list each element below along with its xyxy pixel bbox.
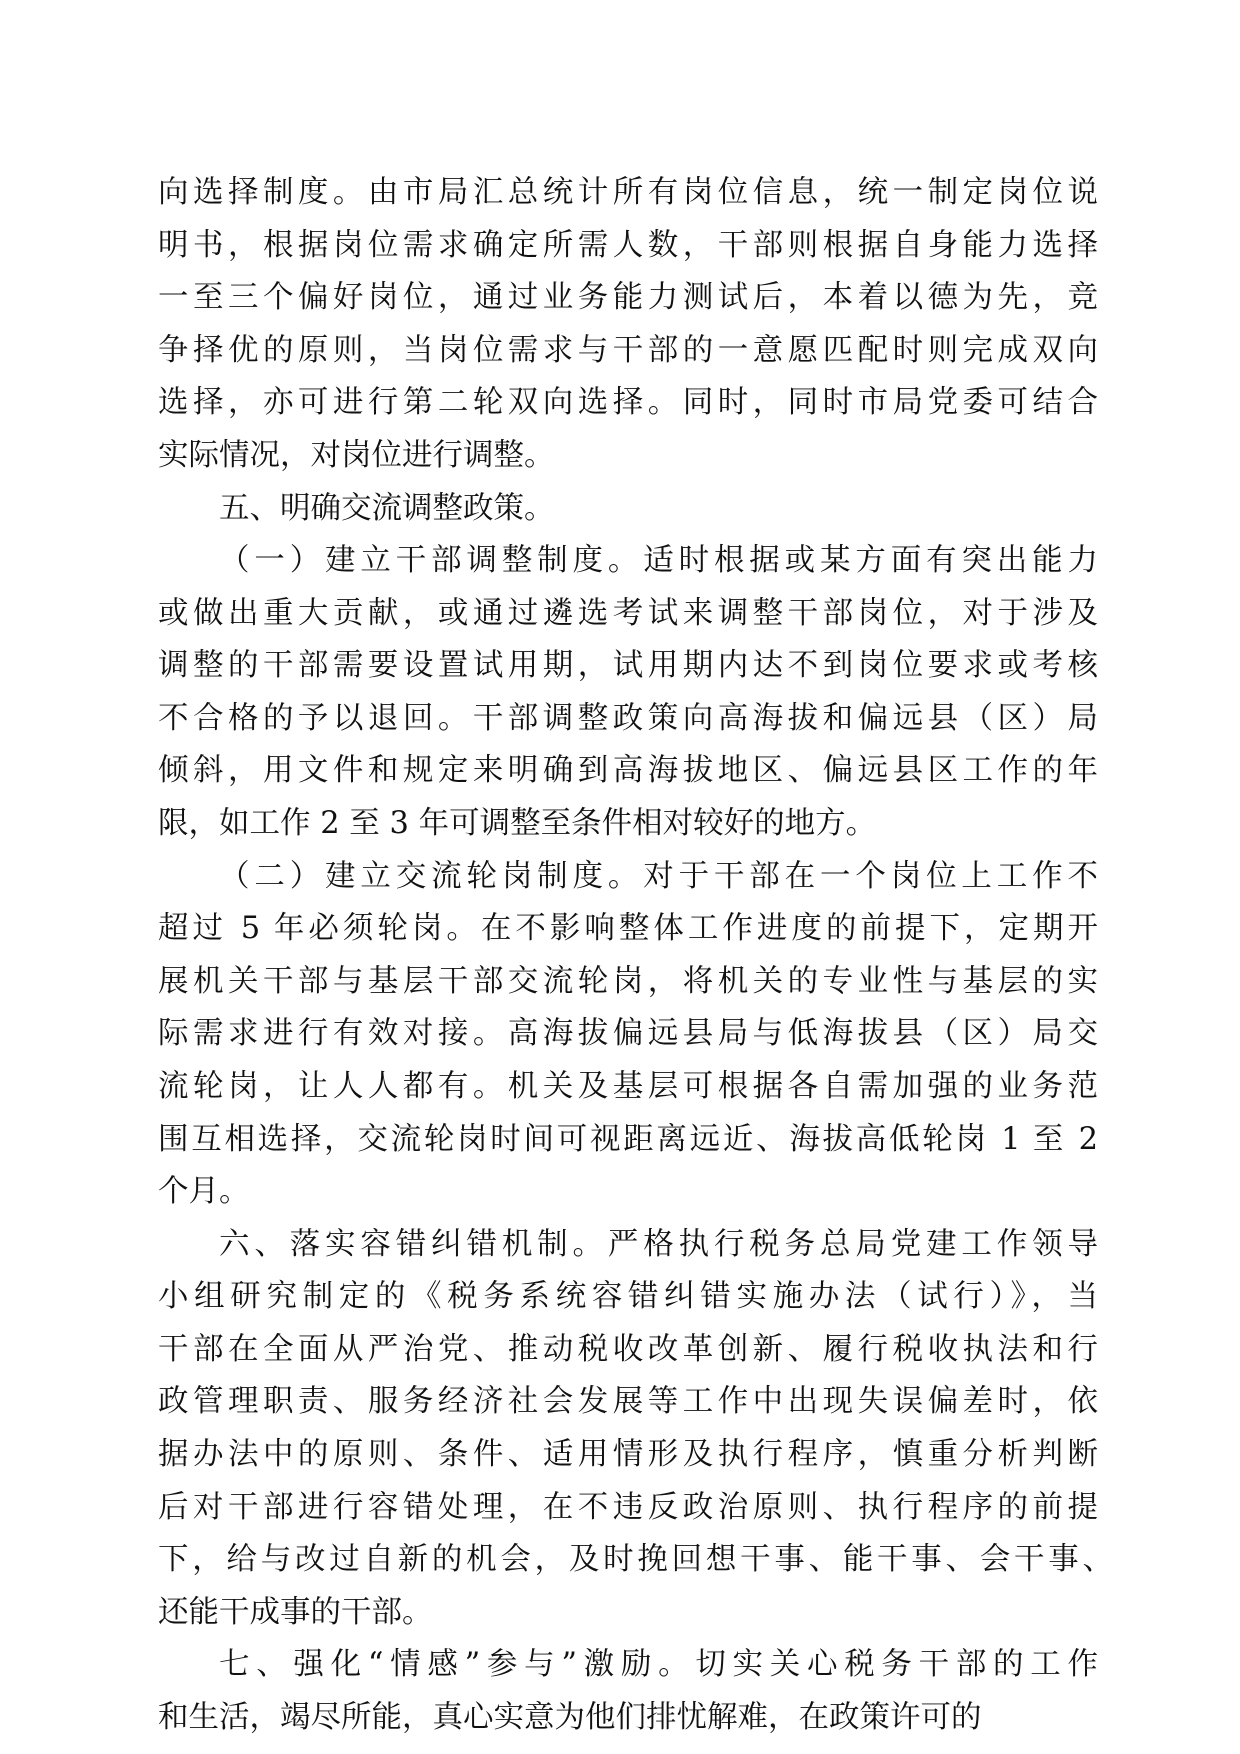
text-line: 政管理职责、服务经济社会发展等工作中出现失误偏差时，依 [158,1384,1098,1419]
text-line: 干部在全面从严治党、推动税收改革创新、履行税收执法和行 [158,1332,1098,1367]
text-line: 流轮岗，让人人都有。机关及基层可根据各自需加强的业务范 [158,1069,1098,1104]
paragraph-first-line: （一）建立干部调整制度。适时根据或某方面有突出能力 [219,543,1098,578]
text-line: 向选择制度。由市局汇总统计所有岗位信息，统一制定岗位说 [158,175,1098,210]
text-line: 一至三个偏好岗位，通过业务能力测试后，本着以德为先，竞 [158,280,1098,315]
paragraph-first-line: 六、落实容错纠错机制。严格执行税务总局党建工作领导 [219,1227,1098,1262]
section-heading: 五、明确交流调整政策。 [219,491,555,526]
text-line: 明书，根据岗位需求确定所需人数，干部则根据自身能力选择 [158,228,1098,263]
text-line: 个月。 [158,1174,250,1209]
paragraph-first-line: （二）建立交流轮岗制度。对于干部在一个岗位上工作不 [219,859,1098,894]
text-line: 和生活，竭尽所能，真心实意为他们排忧解难，在政策许可的 [158,1700,982,1735]
text-line: 际需求进行有效对接。高海拔偏远县局与低海拔县（区）局交 [158,1016,1098,1051]
text-line: 据办法中的原则、条件、适用情形及执行程序，慎重分析判断 [158,1437,1098,1472]
text-line: 后对干部进行容错处理，在不违反政治原则、执行程序的前提 [158,1490,1098,1525]
text-line: 争择优的原则，当岗位需求与干部的一意愿匹配时则完成双向 [158,333,1098,368]
text-line: 下，给与改过自新的机会，及时挽回想干事、能干事、会干事、 [158,1542,1113,1577]
text-line: 或做出重大贡献，或通过遴选考试来调整干部岗位，对于涉及 [158,596,1098,631]
text-line: 调整的干部需要设置试用期，试用期内达不到岗位要求或考核 [158,648,1098,683]
text-line: 限，如工作 2 至 3 年可调整至条件相对较好的地方。 [158,806,877,841]
paragraph-first-line: 七、强化“情感”参与”激励。切实关心税务干部的工作 [219,1647,1098,1682]
text-line: 小组研究制定的《税务系统容错纠错实施办法（试行）》，当 [158,1279,1098,1314]
text-line: 还能干成事的干部。 [158,1595,433,1630]
text-line: 超过 5 年必须轮岗。在不影响整体工作进度的前提下，定期开 [158,911,1098,946]
text-line: 倾斜，用文件和规定来明确到高海拔地区、偏远县区工作的年 [158,753,1098,788]
text-line: 围互相选择，交流轮岗时间可视距离远近、海拔高低轮岗 1 至 2 [158,1122,1098,1157]
text-line: 不合格的予以退回。干部调整政策向高海拔和偏远县（区）局 [158,701,1098,736]
text-line: 展机关干部与基层干部交流轮岗，将机关的专业性与基层的实 [158,964,1098,999]
text-line: 选择，亦可进行第二轮双向选择。同时，同时市局党委可结合 [158,385,1098,420]
text-line: 实际情况，对岗位进行调整。 [158,438,555,473]
